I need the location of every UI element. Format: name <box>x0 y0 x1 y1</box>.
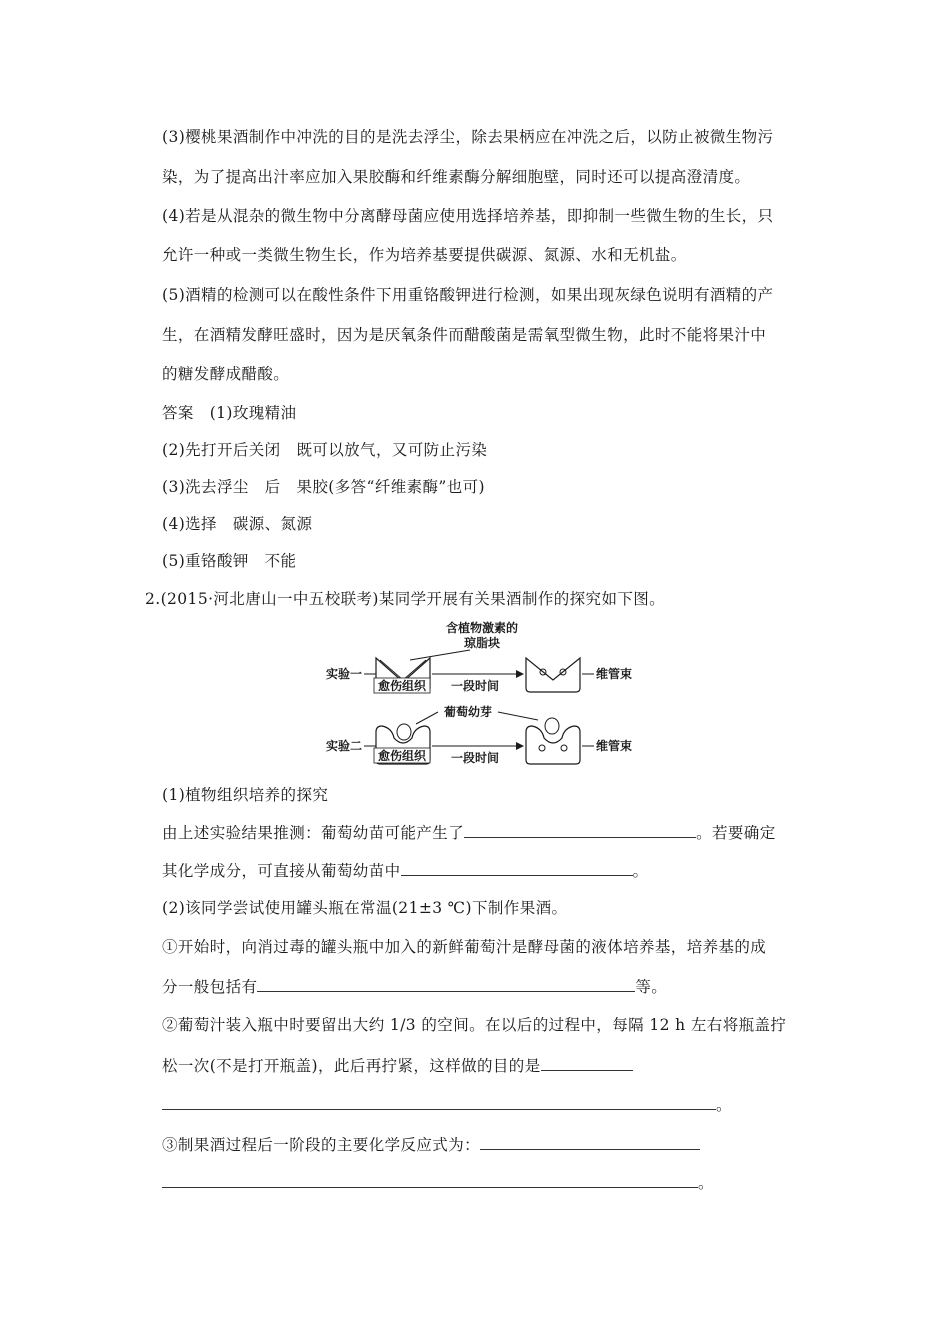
q1-line1 <box>162 822 776 843</box>
q2-3-line1-text: ③制果酒过程后一阶段的主要化学反应式为： <box>162 1136 481 1154</box>
q2-2-line3-end: 。 <box>716 1096 732 1114</box>
exp1-time-label: 一段时间 <box>450 679 500 693</box>
answer-3: (3)洗去浮尘 后 果胶(多答“纤维素酶”也可) <box>162 478 485 496</box>
q2-3-line2 <box>162 1172 714 1193</box>
exp1-label: 实验一 <box>326 667 363 681</box>
exp1-vascular-label: 维管束 <box>596 667 633 681</box>
explanation-p4-line2: 允许一种或一类微生物生长，作为培养基要提供碳源、氮源、水和无机盐。 <box>162 246 687 264</box>
explanation-p5-line3: 的糖发酵成醋酸。 <box>162 365 290 383</box>
seedling-pointer-left <box>416 712 438 724</box>
q1-line1-text-a: 由上述实验结果推测：葡萄幼苗可能产生了 <box>162 824 465 842</box>
q2-title: (2)该同学尝试使用罐头瓶在常温(21±3 ℃)下制作果酒。 <box>162 899 568 917</box>
q2-3-line2-end: 。 <box>698 1174 714 1192</box>
q2-1-line1: ①开始时，向消过毒的罐头瓶中加入的新鲜葡萄汁是酵母菌的液体培养基，培养基的成 <box>162 938 767 956</box>
q2-3-line1 <box>162 1134 700 1155</box>
exp2-time-label: 一段时间 <box>450 751 500 765</box>
exp1-arrowhead <box>516 670 524 678</box>
q2-2-line2 <box>162 1055 633 1076</box>
exp1-callus-label: 愈伤组织 <box>377 679 427 693</box>
agar-pointer-line <box>410 650 470 660</box>
q2-1-answer-blank[interactable] <box>257 976 635 992</box>
q2-3-answer-blank-2[interactable] <box>162 1172 698 1188</box>
seedling-label: 葡萄幼芽 <box>443 705 493 719</box>
answer-4: (4)选择 碳源、氮源 <box>162 515 313 533</box>
answer-5: (5)重铬酸钾 不能 <box>162 552 297 570</box>
exp2-seedling-before <box>397 724 411 740</box>
q2-2-answer-blank-1[interactable] <box>541 1055 633 1071</box>
q2-2-line2-text: 松一次(不是打开瓶盖)，此后再拧紧，这样做的目的是 <box>162 1057 541 1075</box>
q2-1-line2-text-b: 等。 <box>635 978 668 996</box>
question-2-title: 2.(2015·河北唐山一中五校联考)某同学开展有关果酒制作的探究如下图。 <box>145 590 666 608</box>
answer-2: (2)先打开后关闭 既可以放气，又可防止污染 <box>162 441 488 459</box>
q2-3-answer-blank-1[interactable] <box>480 1134 700 1150</box>
q1-line2 <box>162 860 648 881</box>
q1-line2-text-a: 其化学成分，可直接从葡萄幼苗中 <box>162 862 401 880</box>
seedling-pointer-right <box>498 712 538 720</box>
q1-title: (1)植物组织培养的探究 <box>162 786 329 804</box>
answer-1: 答案 (1)玫瑰精油 <box>162 404 297 422</box>
agar-label-line2: 琼脂块 <box>463 636 501 650</box>
exp2-label: 实验二 <box>326 739 363 753</box>
agar-label-line1: 含植物激素的 <box>445 621 519 635</box>
exp2-vascular-label: 维管束 <box>596 739 633 753</box>
q1-line2-text-b: 。 <box>632 862 649 880</box>
q2-1-line2 <box>162 976 667 997</box>
exp2-arrowhead <box>516 742 524 750</box>
q1-answer-blank-2[interactable] <box>401 860 633 876</box>
explanation-p5-line2: 生，在酒精发酵旺盛时，因为是厌氧条件而醋酸菌是需氧型微生物，此时不能将果汁中 <box>162 326 767 344</box>
exp2-callus-label: 愈伤组织 <box>377 749 427 763</box>
explanation-p3-line1: (3)樱桃果酒制作中冲洗的目的是洗去浮尘，除去果柄应在冲洗之后，以防止被微生物污 <box>162 128 774 146</box>
q2-2-line1: ②葡萄汁装入瓶中时要留出大约 1/3 的空间。在以后的过程中，每隔 12 h 左右将瓶盖拧 <box>162 1016 787 1034</box>
q1-line1-text-b: 。若要确定 <box>696 824 776 842</box>
exp1-callus-after <box>526 658 580 692</box>
exp2-seedling-after <box>545 718 559 734</box>
q1-answer-blank-1[interactable] <box>464 822 696 838</box>
q2-2-line3 <box>162 1094 732 1115</box>
q2-1-line2-text-a: 分一般包括有 <box>162 978 258 996</box>
experiment-diagram <box>320 620 640 770</box>
q2-2-answer-blank-2[interactable] <box>162 1094 716 1110</box>
explanation-p4-line1: (4)若是从混杂的微生物中分离酵母菌应使用选择培养基，即抑制一些微生物的生长，只 <box>162 207 774 225</box>
explanation-p5-line1: (5)酒精的检测可以在酸性条件下用重铬酸钾进行检测，如果出现灰绿色说明有酒精的产 <box>162 286 774 304</box>
explanation-p3-line2: 染，为了提高出汁率应加入果胶酶和纤维素酶分解细胞壁，同时还可以提高澄清度。 <box>162 168 751 186</box>
